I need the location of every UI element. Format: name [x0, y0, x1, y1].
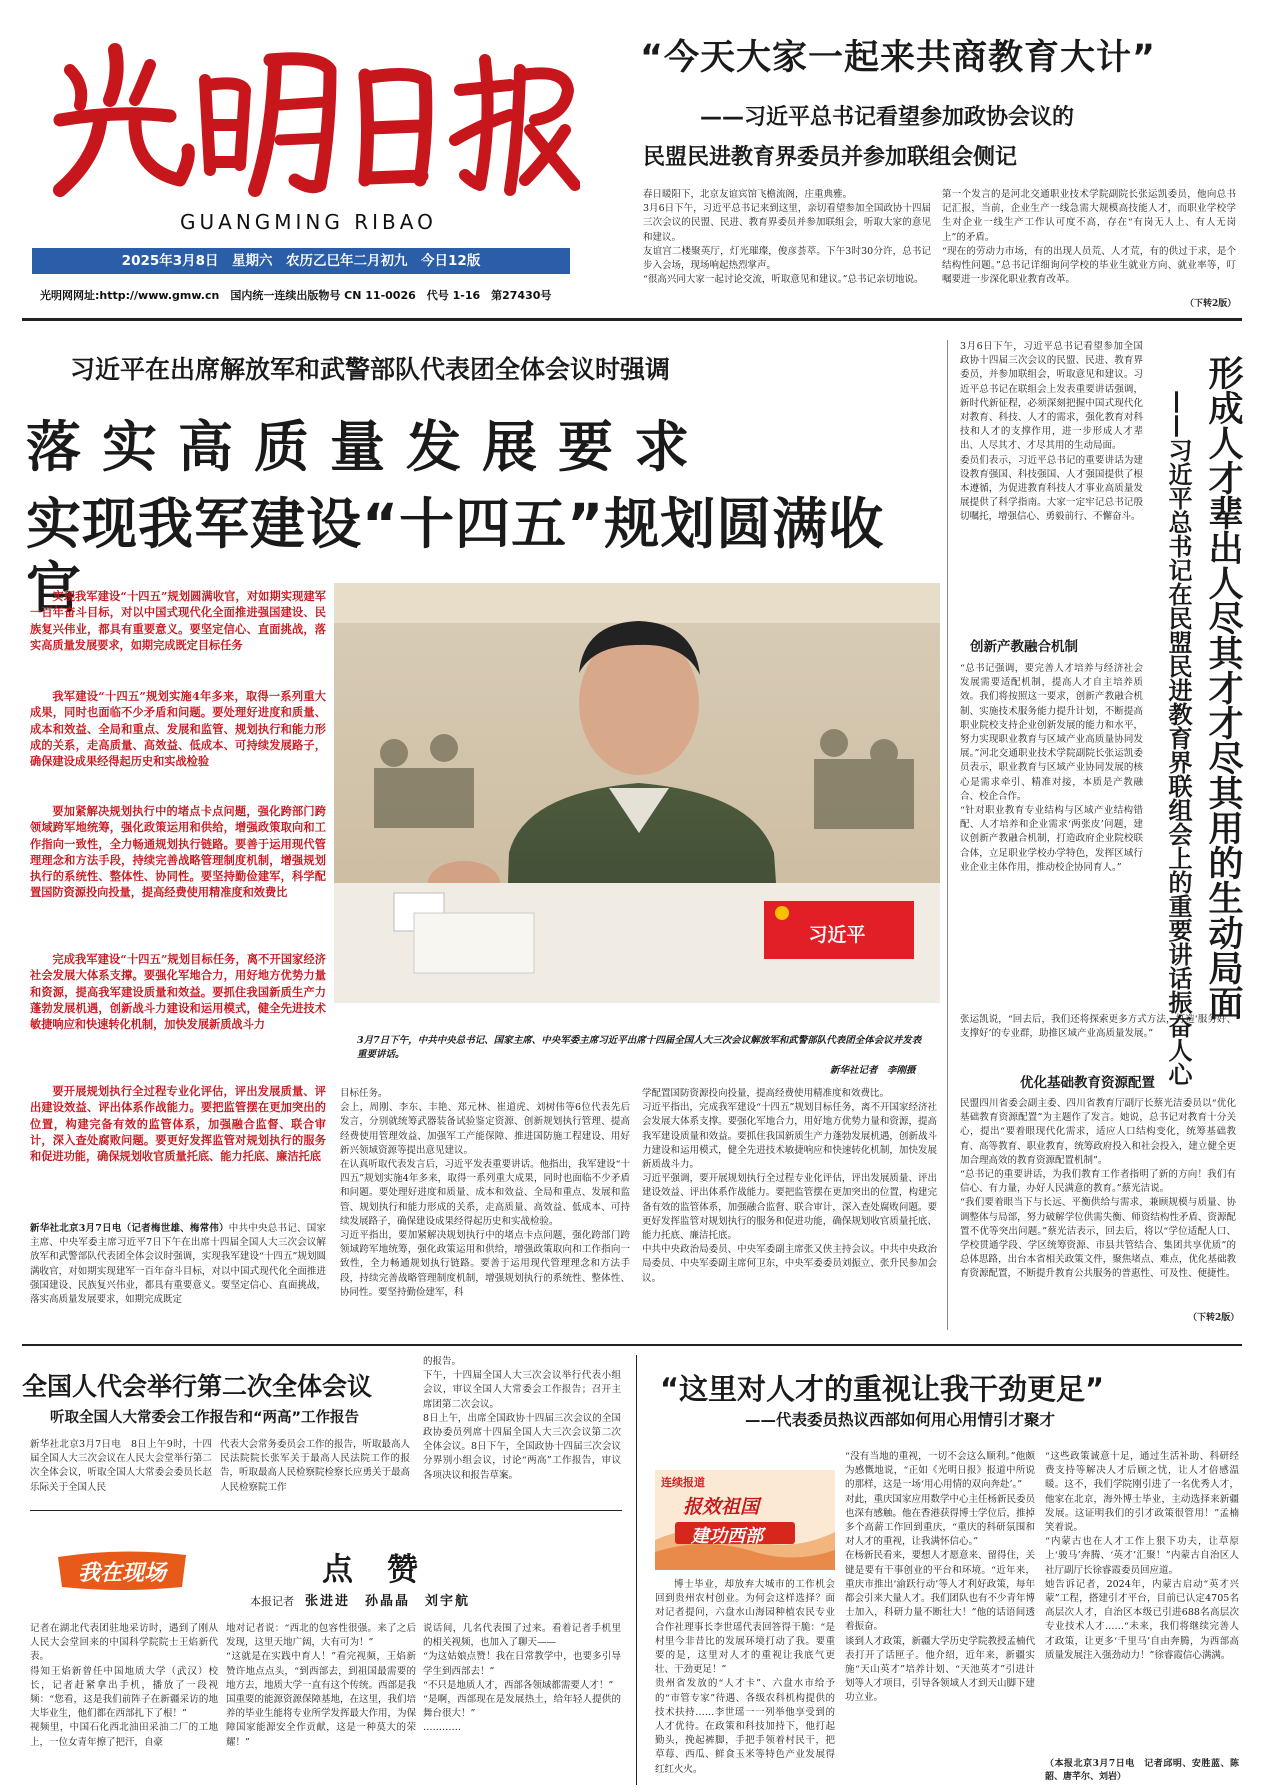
main-photo[interactable]: [334, 583, 940, 1003]
byline-names: 张进进 孙晶晶 刘宇航: [305, 1594, 471, 1609]
top-story-headline[interactable]: “今天大家一起来共商教育大计”: [640, 38, 1157, 78]
talent-byline: （本报北京3月7日电 记者邱明、安胜蓝、陈韶、唐芊尔、刘岩）: [1045, 1759, 1239, 1782]
top-story-subtitle-2: 民盟民进教育界委员并参加联组会侧记: [643, 145, 1018, 170]
main-body-column-2: 目标任务。 会上，周刚、李东、丰艳、郑元林、崔道虎、刘树伟等6位代表先后发言，分别就统筹武器装备试验鉴定资源、创新规划执行管理、提高经费使用管理效益、加强军工产能保障、推进国防施工程建设、用好新兴领域资源等提出意见建议。 在认真听取代表发言后，习近平发表重要讲话。他指出，我军建设“十四五”规划实施4年多来，取得一系列重大成果，同时也面临不少矛盾和问题。要处理好进度和质量、成本和效益、全局和重点、发展和监管、规划执行和能力形成的关系，走高质量、高效益、低成本、可持续发展路子，确保建设成果经得起历史和实战检验。 习近平指出，要加紧解决规划执行中的堵点卡点问题，强化跨部门跨领域跨军地统筹，强化政策运用和供给，增强政策取向和工作指向一致性，全力畅通规划执行链路。要善于运用现代管理理念和方法手段，持续完善战略管理制度机制，增强规划执行的系统性、整体性、协同性。要坚持勤俭建军，科: [340, 1088, 630, 1298]
main-story-title-line-1[interactable]: 落实高质量发展要求: [26, 415, 711, 479]
right-story-jump[interactable]: （下转2版）: [1188, 1313, 1240, 1323]
right-story-subtitle: ——习近平总书记在民盟民进教育界联组会上的重要讲话振奋人心: [1164, 390, 1192, 1086]
right-subhead-2: 优化基础教育资源配置: [1020, 1075, 1155, 1091]
main-body-column-1: [30, 1222, 326, 1327]
npc-rule: [30, 1510, 622, 1511]
npc-story-title[interactable]: 全国人代会举行第二次全体会议: [22, 1372, 373, 1401]
main-body-a: 中共中央总书记、国家主席、中央军委主席习近平7日下午在出席十四届全国人大三次会议解放军和武警部队代表团全体会议时强调，实现我军建设“十四五”规划圆满收官，对如期实现建军一百年奋斗目标，对以中国式现代化全面推进强国建设、民族复兴伟业，都具有重要意义。要坚定信心、直面挑战，落实高质量发展要求，如期完成既定: [30, 1223, 326, 1306]
right-subhead-1: 创新产教融合机制: [970, 639, 1078, 655]
column-divider: [947, 340, 948, 1330]
dianzan-column-1: 记者在湖北代表团驻地采访时，遇到了刚从人民大会堂回来的中国科学院院士王焰新代表。 得知王焰新曾任中国地质大学（武汉）校长，记者赶紧拿出手机，播放了一段视频：“您看，这是我们前阵子在新疆采访的地大毕业生，他们都在西部扎下了根！” 视频里，中国石化西北油田采油二厂的工地上，一位女青年擦了把汗，自豪: [30, 1623, 218, 1748]
series-title-1: 报效祖国: [683, 1496, 760, 1518]
top-story-column-1: 春日暖阳下，北京友谊宾馆飞檐流阁，庄重典雅。 3月6日下午，习近平总书记来到这里，亲切看望参加全国政协十四届三次会议的民盟、民进、教育界委员并参加联组会，听取大家的意见和建议。 友谊宫二楼聚英厅，灯光璀璨，俊彦荟萃。下午3时30分许，总书记步入会场，现场响起热烈掌声。 “很高兴同大家一起讨论交流，听取意见和建议。”总书记亲切地说。: [643, 189, 931, 286]
top-story-subtitle-1: ——习近平总书记看望参加政协会议的: [700, 105, 1075, 130]
scene-logo-text: 我在现场: [77, 1561, 166, 1586]
publication-info: 光明网网址:http://www.gmw.cn 国内统一连续出版物号 CN 11-0026 代号 1-16 第27430号: [40, 289, 552, 302]
talent-column-2: “没有当地的重视，一切不会这么顺利。”他颇为感慨地说，“正如《光明日报》报道中所说的那样，这是一场‘用心用情的双向奔赴’。” 对此，重庆国家应用数学中心主任杨新民委员也深有感触。他在香港获得博士学位后，推掉多个高薪工作回到重庆，“重庆的科研氛围和对人才的重视，让我满怀信心。” 在杨新民看来，要想人才愿意来、留得住，关键是要有干事创业的平台和环境。“近年来，重庆市推出‘渝跃行动’等人才利好政策，每年都会引来大量人才。我们团队也有不少青年博士加入，科研力量不断壮大！”他的话语间透着振奋。 谈到人才政策，新疆大学历史学院教授孟楠代表打开了话匣子。他介绍，近年来，新疆实施“天山英才”培养计划、“天池英才”引进计划等人才项目，引导各领域人才到天山脚下建功立业。: [845, 1451, 1035, 1704]
bottom-column-divider: [636, 1355, 637, 1785]
dianzan-column-2: 地对记者说：“西北的包容性很强。来了之后发现，这里天地广阔，大有可为！” “这就是在实践中育人！”看完视频，王焰新赞许地点点头，“到西部去，到祖国最需要的地方去，地质大学一直有这个传统。西部是我国重要的能源资源保障基地，在这里，我们培养的毕业生能将专业所学发挥最大作用，为保障国家能源安全作贡献，这是一种莫大的荣耀！”: [226, 1623, 416, 1748]
main-story-title-line-2[interactable]: 实现我军建设“十四五”规划圆满收官: [26, 492, 885, 620]
summary-paragraph-4: 完成我军建设“十四五”规划目标任务，离不开国家经济社会发展大体系支撑。要强化军地合力，用好地方优势力量和资源，提高我军建设质量和效益。要抓住我国新质生产力蓬勃发展机遇，创新战斗力建设和运用模式，健全先进技术敏捷响应和快速转化机制，加快发展新质战斗力: [30, 952, 326, 1032]
talent-story-subtitle: ——代表委员热议西部如何用心用情引才聚才: [745, 1411, 1056, 1429]
byline-label: 本报记者: [250, 1595, 294, 1608]
main-dateline: 新华社北京3月7日电（记者梅世雄、梅常伟）: [30, 1223, 229, 1234]
dianzan-title[interactable]: 点赞: [322, 1552, 452, 1588]
scene-logo: [52, 1547, 192, 1593]
talent-story-title[interactable]: “这里对人才的重视让我干劲更足”: [660, 1372, 1105, 1406]
masthead-pinyin: GUANGMING RIBAO: [180, 210, 437, 234]
section-rule: [22, 1344, 1242, 1346]
photo-caption: 3月7日下午，中共中央总书记、国家主席、中央军委主席习近平出席十四届全国人大三次会议解放军和武警部队代表团全体会议并发表重要讲话。: [357, 1035, 922, 1060]
masthead-rule: [22, 318, 1242, 321]
right-body-1b: 张运凯说，“回去后，我们还将探索更多方式方法，打造‘服务好、支撑好’的专业群，助推区域产业高质量发展。”: [960, 1014, 1236, 1040]
summary-paragraph-1: 实现我军建设“十四五”规划圆满收官，对如期实现建军一百年奋斗目标，对以中国式现代化全面推进强国建设、民族复兴伟业，都具有重要意义。要坚定信心、直面挑战，落实高质量发展要求，如期完成既定目标任务: [30, 589, 326, 652]
npc-column-3: 的报告。 下午，十四届全国人大三次会议举行代表小组会议，审议全国人大常委会工作报告；召开主席团第二次会议。 8日上午，出席全国政协十四届三次会议的全国政协委员列席十四届全国人大三次会议第二次全体会议。8日下午，全国政协十四届三次会议分界别小组会议，讨论“两高”工作报告，审议各项决议和报告草案。: [423, 1356, 621, 1481]
right-story-intro: 3月6日下午，习近平总书记看望参加全国政协十四届三次会议的民盟、民进、教育界委员，并参加联组会，听取意见和建议。习近平总书记在联组会上发表重要讲话强调，新时代新征程，必须深刻把握中国式现代化对教育、科技、人才的需求，强化教育对科技和人才的支撑作用，进一步形成人才辈出、人尽其才、才尽其用的生动局面。 委员们表示，习近平总书记的重要讲话为建设教育强国、科技强国、人才强国提供了根本遵循，为促进教育科技人才事业高质量发展提供了科学指南。大家一定牢记总书记殷切嘱托，增强信心、勇毅前行、不懈奋斗。: [960, 341, 1143, 523]
main-story-kicker: 习近平在出席解放军和武警部队代表团全体会议时强调: [70, 355, 671, 384]
dianzan-byline: [250, 1590, 470, 1609]
top-story-column-2: 第一个发言的是河北交通职业技术学院副院长张运凯委员，他向总书记汇报，当前，企业生产一线急需大规模高技能人才，而职业学校学生对企业一线生产工作认可度不高，存在“有岗无人上、有人无岗上”的矛盾。 “现在的劳动力市场，有的出现人员荒、人才荒，有的供过于求，是个结构性问题。”总书记详细询问学校的毕业生就业方向、就业率等，叮嘱要进一步深化职业教育改革。: [942, 189, 1236, 286]
right-body-1: “总书记强调，要完善人才培养与经济社会发展需要适配机制，提高人才自主培养质效。我们将按照这一要求，创新产教融合机制、实施技术服务能力提升计划，不断提高职业院校支持企业创新发展的能力和水平，努力实现职业教育与区域产业高质量协同发展。”河北交通职业技术学院副院长张运凯委员表示，职业教育与区域产业协同发展的核心是需求牵引、精准对接，本质是产教融合、校企合作。 “针对职业教育专业结构与区域产业结构错配、人才培养和企业需求‘两张皮’问题，建议创新产教融合机制，打造政府企业院校联合体，立足职业学校办学特色，发挥区域行业企业主体作用，推动校企协同育人。”: [960, 663, 1143, 873]
right-story-title[interactable]: 形成人才辈出人尽其才才尽其用的生动局面: [1203, 355, 1243, 1020]
npc-column-2: 代表大会常务委员会工作的报告，听取最高人民法院院长张军关于最高人民法院工作的报告，听取最高人民检察院检察长应勇关于最高人民检察院工作: [220, 1439, 410, 1493]
masthead-calligraphy-icon: [40, 30, 580, 200]
date-bar: 2025年3月8日 星期六 农历乙巳年二月初九 今日12版: [32, 248, 570, 274]
talent-column-1: 博士毕业，却放弃大城市的工作机会回到贵州农村创业。为何会这样选择？面对记者提问，六盘水山海园种植农民专业合作社理事长李世瑶代表回答得干脆：“是村里今非昔比的发展环境打动了我。要重要的是，这里对人才的重视让我底气更壮、干劲更足！” 贵州省发放的“人才卡”、六盘水市给予的“市管专家”待遇、各级农科机构提供的技术扶持……李世瑶一一列举他享受到的人才优待。在政策和科技加持下，他打起勤头，挽起裤脚，手把手领着村民干，把草莓、西瓜、鲜食玉米等特色产业发展得红红火火。: [655, 1579, 835, 1775]
nameplate-text: 习近平: [808, 924, 866, 946]
summary-paragraph-3: 要加紧解决规划执行中的堵点卡点问题，强化跨部门跨领域跨军地统筹，强化政策运用和供给，增强政策取向和工作指向一致性，全力畅通规划执行链路。要善于运用现代管理理念和方法手段，持续完善战略管理制度机制，增强规划执行的系统性、整体性、协同性。要坚持勤俭建军，科学配置国防资源投向投量，提高经费使用精准度和效费比: [30, 804, 326, 900]
talent-column-3: “这些政策诚意十足，通过生活补助、科研经费支持等解决人才后顾之忧，让人才倍感温暖。这不，我们学院刚引进了一名优秀人才，他家在北京，海外博士毕业，主动选择来新疆发展。这证明我们的引才政策很管用！”孟楠笑着说。 “内蒙古也在人才工作上狠下功夫，让草原上‘骏马’奔腾、‘英才’汇聚！”内蒙古自治区人社厅副厅长徐睿霞委员回应道。 她告诉记者，2024年，内蒙古启动“英才兴蒙”工程，搭建引才平台，目前已认定4705名高层次人才，自治区本级已引进688名高层次专业技术人才……“未来，我们将继续完善人才政策，让更多‘千里马’自由奔腾，为西部高质量发展注入强劲动力！”徐睿霞信心满满。: [1045, 1451, 1239, 1661]
npc-column-1: 新华社北京3月7日电 8日上午9时，十四届全国人大三次会议在人民大会堂举行第二次全体会议，听取全国人大常委会委员长赵乐际关于全国人民: [30, 1439, 212, 1493]
npc-story-subtitle: 听取全国人大常委会工作报告和“两高”工作报告: [50, 1410, 360, 1426]
summary-paragraph-2: 我军建设“十四五”规划实施4年多来，取得一系列重大成果，同时也面临不少矛盾和问题。要处理好进度和质量、成本和效益、全局和重点、发展和监管、规划执行和能力形成的关系，走高质量、高效益、低成本、可持续发展路子，确保建设成果经得起历史和实战检验: [30, 689, 326, 769]
right-body-2: 民盟四川省委会副主委、四川省教育厅副厅长蔡光洁委员以“优化基础教育资源配置”为主题作了发言。她说，总书记对教育十分关心，提出“要着眼现代化需求，适应人口结构变化，统筹基础教育、高等教育、职业教育，统筹政府投入和社会投入，建立健全更加合理高效的教育资源配置机制”。 “总书记的重要讲话，为我们教育工作者指明了新的方向！我们有信心、有力量，办好人民满意的教育。”蔡光洁说。 “我们要着眼当下与长远、平衡供给与需求，兼顾规模与质量、协调整体与局部，努力破解学位供需失衡、师资结构性矛盾、资源配置不优等突出问题。”蔡光洁表示，回去后，将以“学位适配人口、学校贯通学段、学区统筹资源、市县共管结合、集团共享优质”的总体思路，出台本省相关政策文件，聚焦堵点、难点，优化基础教育资源配置，不断提升教育公共服务的普惠性、可及性、便捷性。: [960, 1098, 1236, 1280]
masthead-logo: [40, 30, 580, 200]
top-story-jump[interactable]: （下转2版）: [1185, 299, 1237, 309]
dianzan-column-3: 说话间，几名代表围了过来。看着记者手机里的相关视频，也加入了聊天—— “为这姑娘点赞！我在日常教学中，也要多引导学生到西部去！” “不只是地质人才，西部各领域都需要人才！” “是啊，西部现在是发展热土，给年轻人提供的舞台很大！” …………: [423, 1623, 621, 1734]
photo-credit: 新华社记者 李刚摄: [830, 1065, 916, 1076]
main-body-column-3: 学配置国防资源投向投量，提高经费使用精准度和效费比。 习近平指出，完成我军建设“十四五”规划目标任务，离不开国家经济社会发展大体系支撑。要强化军地合力，用好地方优势力量和资源，提高我军建设质量和效益。要抓住我国新质生产力蓬勃发展机遇，创新战斗力建设和运用模式，健全先进技术敏捷响应和快速转化机制，加快发展新质战斗力。 习近平强调，要开展规划执行全过程专业化评估，评出发展质量、评出建设效益、评出体系作战能力。要把监管摆在更加突出的位置，构建完备有效的监管体系，加强融合监督、联合审计，深入查处腐败问题。要更好发挥监管对规划执行的服务和促进功能，确保规划收官质量托底、能力托底、廉洁托底。 中共中央政治局委员、中央军委副主席张又侠主持会议。中共中央政治局委员、中央军委副主席何卫东，中央军委委员刘振立、张升民参加会议。: [642, 1088, 937, 1284]
summary-paragraph-5: 要开展规划执行全过程专业化评估，评出发展质量、评出建设效益、评出体系作战能力。要把监管摆在更加突出的位置，构建完备有效的监管体系，加强融合监督、联合审计，深入查处腐败问题。要更好发挥监管对规划执行的服务和促进功能，确保规划收官质量托底、能力托底、廉洁托底: [30, 1084, 326, 1164]
series-label: 连续报道: [661, 1476, 705, 1489]
series-banner[interactable]: [655, 1470, 835, 1570]
series-title-2: 建功西部: [691, 1526, 763, 1547]
